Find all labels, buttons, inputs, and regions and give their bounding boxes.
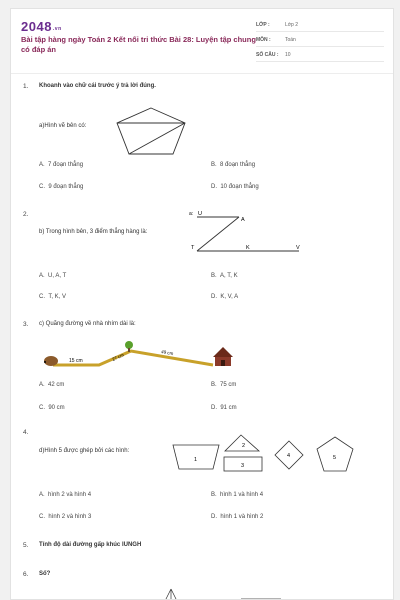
label-v: V	[296, 245, 300, 251]
subject-label: MÔN :	[256, 37, 271, 43]
question-text: Tính độ dài đường gấp khúc IUNGH	[39, 542, 142, 548]
question-text: d)Hình 5 được ghép bởi các hình:	[39, 448, 130, 454]
option-b[interactable]: B. hình 1 và hình 4	[211, 492, 264, 498]
option-d[interactable]: D. 91 cm	[211, 405, 237, 411]
question-subtext: a)Hình vẽ bên có:	[39, 123, 87, 129]
option-c[interactable]: C. T, K, V	[39, 294, 67, 300]
option-d[interactable]: D. K, V, A	[211, 294, 239, 300]
question-number: 4.	[23, 429, 29, 436]
header-divider	[11, 73, 394, 74]
question-text: c) Quãng đường về nhà nhím dài là:	[39, 321, 136, 327]
site-logo[interactable]: 2048.vn	[21, 19, 62, 34]
count-label: SỐ CÂU :	[256, 52, 279, 58]
label-u: U	[198, 211, 202, 217]
pentagon-figure	[115, 105, 187, 157]
segment-1-label: 15 cm	[69, 358, 83, 364]
option-a[interactable]: A. 7 đoạn thẳng	[39, 162, 84, 168]
meta-divider	[256, 31, 384, 32]
label-k: K	[246, 245, 250, 251]
class-value: Lớp 2	[285, 22, 299, 28]
shape-5	[317, 437, 353, 471]
label-t: T	[191, 245, 195, 251]
option-c[interactable]: C. 9 đoạn thẳng	[39, 184, 84, 190]
tree-icon	[125, 341, 133, 349]
count-value: 10	[285, 52, 291, 58]
hedgehog-path-figure	[39, 331, 239, 373]
subject-value: Toán	[285, 37, 296, 43]
option-d[interactable]: D. 10 đoạn thẳng	[211, 184, 259, 190]
points-line-figure	[183, 205, 311, 261]
option-c[interactable]: C. 90 cm	[39, 405, 65, 411]
question-text: Khoanh vào chữ cái trước ý trả lời đúng.	[39, 83, 156, 89]
svg-text:5: 5	[333, 455, 337, 461]
svg-text:2: 2	[242, 443, 246, 449]
question-number: 1.	[23, 83, 29, 90]
worksheet-page	[10, 8, 394, 600]
option-b[interactable]: B. 75 cm	[211, 382, 237, 388]
option-b[interactable]: B. 8 đoạn thẳng	[211, 162, 256, 168]
class-label: LỚP :	[256, 22, 270, 28]
question-number: 2.	[23, 211, 29, 218]
segment-3-label: 49 cm	[160, 349, 174, 357]
hedgehog-icon	[44, 356, 58, 366]
segment-2-label: 27 cm	[111, 352, 125, 362]
question-number: 3.	[23, 321, 29, 328]
q6-figure-partial	[151, 587, 301, 600]
question-number: 5.	[23, 542, 29, 549]
option-c[interactable]: C. hình 2 và hình 3	[39, 514, 92, 520]
label-a: A	[241, 217, 245, 223]
option-a[interactable]: A. 42 cm	[39, 382, 65, 388]
page-title: Bài tập hàng ngày Toán 2 Kết nối tri thức Bài 28: Luyện tập chung có đáp án	[21, 35, 256, 54]
question-text: Số?	[39, 571, 51, 577]
meta-divider	[256, 61, 384, 62]
meta-divider	[256, 46, 384, 47]
svg-text:a:: a:	[189, 211, 194, 217]
svg-text:3: 3	[241, 463, 245, 469]
option-d[interactable]: D. hình 1 và hình 2	[211, 514, 264, 520]
svg-text:4: 4	[287, 453, 291, 459]
option-b[interactable]: B. A, T, K	[211, 273, 238, 279]
svg-text:1: 1	[194, 457, 198, 463]
option-a[interactable]: A. U, A, T	[39, 273, 67, 279]
option-a[interactable]: A. hình 2 và hình 4	[39, 492, 92, 498]
question-number: 6.	[23, 571, 29, 578]
shapes-figure	[169, 433, 359, 479]
question-text: b) Trong hình bên, 3 điểm thẳng hàng là:	[39, 229, 148, 235]
